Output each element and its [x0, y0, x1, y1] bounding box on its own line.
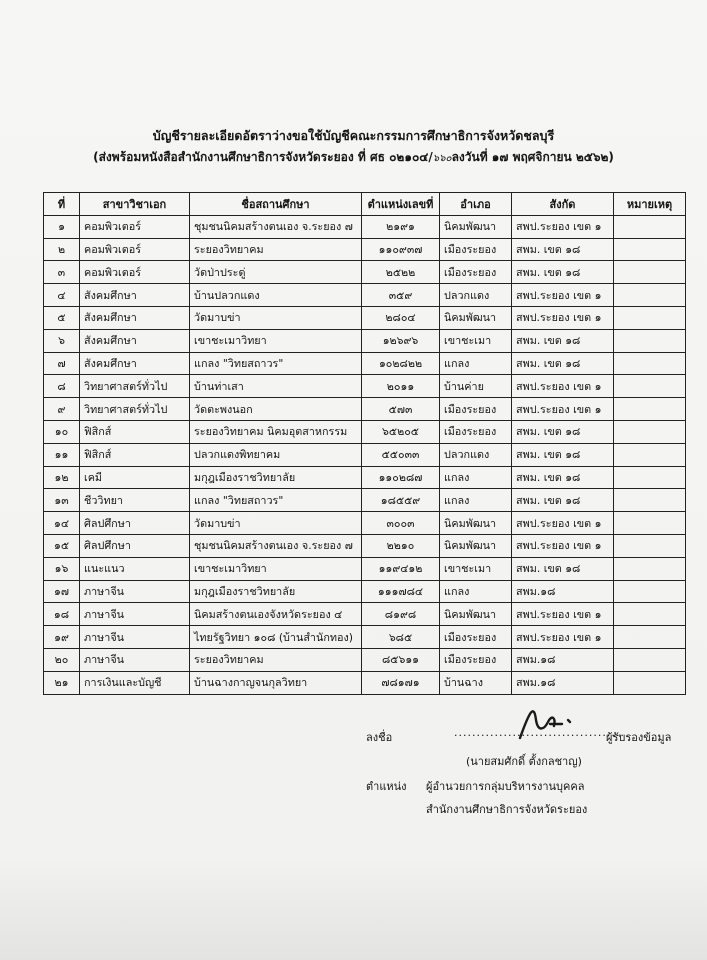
position-number-cell: ๑๑๐๙๓๗ — [362, 238, 440, 261]
affiliation-cell: สพป.ระยอง เขต ๑ — [512, 284, 614, 307]
position-number-cell: ๒๐๑๑ — [362, 375, 440, 398]
certifier-role: ผู้รับรองข้อมูล — [606, 731, 672, 744]
row-number: ๑๕ — [44, 534, 80, 557]
school-cell: ชุมชนนิคมสร้างตนเอง จ.ระยอง ๗ — [190, 534, 362, 557]
note-cell — [614, 398, 686, 421]
note-cell — [614, 466, 686, 489]
major-cell: ชีววิทยา — [80, 489, 190, 512]
position-number-cell: ๑๘๕๕๙ — [362, 489, 440, 512]
row-number: ๒๑ — [44, 671, 80, 694]
position-number-cell: ๕๗๓ — [362, 398, 440, 421]
major-cell: ศิลปศึกษา — [80, 534, 190, 557]
affiliation-cell: สพม. เขต ๑๘ — [512, 489, 614, 512]
column-header: สาขาวิชาเอก — [80, 193, 190, 216]
district-cell: เมืองระยอง — [440, 420, 512, 443]
row-number: ๑ — [44, 215, 80, 238]
district-cell: แกลง — [440, 489, 512, 512]
table-row — [44, 580, 686, 603]
position-number-cell: ๑๑๙๔๑๒ — [362, 557, 440, 580]
school-cell: แกลง "วิทยสถาวร" — [190, 352, 362, 375]
note-cell — [614, 534, 686, 557]
school-cell: มกุฎเมืองราชวิทยาลัย — [190, 580, 362, 603]
affiliation-cell: สพป.ระยอง เขต ๑ — [512, 398, 614, 421]
subtitle-text: (ส่งพร้อมหนังสือสำนักงานศึกษาธิการจังหวัดระยอง ที่ ศธ ๐๒๑๐๔/ — [93, 150, 433, 164]
major-cell: แนะแนว — [80, 557, 190, 580]
table-header-row — [44, 193, 686, 216]
major-cell: ภาษาจีน — [80, 603, 190, 626]
major-cell: สังคมศึกษา — [80, 352, 190, 375]
position-number-cell: ๓๐๐๓ — [362, 512, 440, 535]
school-cell: เขาชะเมาวิทยา — [190, 557, 362, 580]
school-cell: แกลง "วิทยสถาวร" — [190, 489, 362, 512]
position-number-cell: ๑๒๖๙๖ — [362, 329, 440, 352]
district-cell: ปลวกแดง — [440, 284, 512, 307]
district-cell: แกลง — [440, 580, 512, 603]
school-cell: ระยองวิทยาคม นิคมอุตสาหกรรม — [190, 420, 362, 443]
major-cell: ภาษาจีน — [80, 648, 190, 671]
position-label: ตำแหน่ง — [366, 780, 407, 793]
table-row — [44, 603, 686, 626]
major-cell: คอมพิวเตอร์ — [80, 261, 190, 284]
school-cell: ระยองวิทยาคม — [190, 238, 362, 261]
table-row — [44, 420, 686, 443]
school-cell: ปลวกแดงพิทยาคม — [190, 443, 362, 466]
district-cell: นิคมพัฒนา — [440, 306, 512, 329]
sign-dotted-line: ...................................... — [454, 726, 625, 739]
affiliation-cell: สพม. เขต ๑๘ — [512, 443, 614, 466]
table-row — [44, 398, 686, 421]
table-row — [44, 284, 686, 307]
district-cell: นิคมพัฒนา — [440, 215, 512, 238]
note-cell — [614, 352, 686, 375]
affiliation-cell: สพป.ระยอง เขต ๑ — [512, 375, 614, 398]
affiliation-cell: สพม. เขต ๑๘ — [512, 238, 614, 261]
major-cell: ภาษาจีน — [80, 580, 190, 603]
school-cell: บ้านท่าเสา — [190, 375, 362, 398]
affiliation-cell: สพม. เขต ๑๘ — [512, 557, 614, 580]
affiliation-cell: สพป.ระยอง เขต ๑ — [512, 603, 614, 626]
position-number-cell: ๒๒๑๐ — [362, 534, 440, 557]
school-cell: ระยองวิทยาคม — [190, 648, 362, 671]
row-number: ๑๑ — [44, 443, 80, 466]
major-cell: สังคมศึกษา — [80, 329, 190, 352]
affiliation-cell: สพม.๑๘ — [512, 648, 614, 671]
row-number: ๓ — [44, 261, 80, 284]
row-number: ๑๔ — [44, 512, 80, 535]
district-cell: เมืองระยอง — [440, 398, 512, 421]
district-cell: เมืองระยอง — [440, 626, 512, 649]
note-cell — [614, 238, 686, 261]
table-body — [44, 215, 686, 694]
note-cell — [614, 648, 686, 671]
affiliation-cell: สพม.๑๘ — [512, 580, 614, 603]
major-cell: วิทยาศาสตร์ทั่วไป — [80, 398, 190, 421]
row-number: ๖ — [44, 329, 80, 352]
school-cell: นิคมสร้างตนเองจังหวัดระยอง ๔ — [190, 603, 362, 626]
district-cell: บ้านฉาง — [440, 671, 512, 694]
document-title: บัญชีรายละเอียดอัตราว่างขอใช้บัญชีคณะกรรมการศึกษาธิการจังหวัดชลบุรี — [152, 128, 555, 143]
district-cell: แกลง — [440, 352, 512, 375]
row-number: ๑๒ — [44, 466, 80, 489]
school-cell: มกุฎเมืองราชวิทยาลัย — [190, 466, 362, 489]
affiliation-cell: สพม. เขต ๑๘ — [512, 329, 614, 352]
row-number: ๗ — [44, 352, 80, 375]
affiliation-cell: สพป.ระยอง เขต ๑ — [512, 534, 614, 557]
district-cell: นิคมพัฒนา — [440, 534, 512, 557]
table-row — [44, 238, 686, 261]
school-cell: วัดตะพงนอก — [190, 398, 362, 421]
table-row — [44, 626, 686, 649]
position-number-cell: ๕๕๐๓๓ — [362, 443, 440, 466]
major-cell: คอมพิวเตอร์ — [80, 238, 190, 261]
school-cell: ชุมชนนิคมสร้างตนเอง จ.ระยอง ๗ — [190, 215, 362, 238]
table-row — [44, 512, 686, 535]
handwritten-signature — [510, 700, 580, 745]
school-cell: บ้านฉางกาญจนกุลวิทยา — [190, 671, 362, 694]
school-cell: ไทยรัฐวิทยา ๑๐๘ (บ้านสำนักทอง) — [190, 626, 362, 649]
school-cell: วัดมาบข่า — [190, 512, 362, 535]
position-number-cell: ๓๕๙ — [362, 284, 440, 307]
table-row — [44, 215, 686, 238]
affiliation-cell: สพม.๑๘ — [512, 671, 614, 694]
position-number-cell: ๖๘๕ — [362, 626, 440, 649]
table-row — [44, 671, 686, 694]
table-row — [44, 329, 686, 352]
district-cell: ปลวกแดง — [440, 443, 512, 466]
position-number-cell: ๒๘๐๔ — [362, 306, 440, 329]
district-cell: เมืองระยอง — [440, 648, 512, 671]
column-header: ที่ — [44, 193, 80, 216]
note-cell — [614, 557, 686, 580]
column-header: ตำแหน่งเลขที่ — [362, 193, 440, 216]
table-row — [44, 375, 686, 398]
row-number: ๒๐ — [44, 648, 80, 671]
note-cell — [614, 626, 686, 649]
table-row — [44, 534, 686, 557]
column-header: อำเภอ — [440, 193, 512, 216]
note-cell — [614, 420, 686, 443]
table-row — [44, 443, 686, 466]
major-cell: สังคมศึกษา — [80, 284, 190, 307]
position-number-cell: ๑๑๑๗๘๔ — [362, 580, 440, 603]
row-number: ๘ — [44, 375, 80, 398]
column-header: สังกัด — [512, 193, 614, 216]
column-header: ชื่อสถานศึกษา — [190, 193, 362, 216]
district-cell: บ้านค่าย — [440, 375, 512, 398]
document-subtitle — [0, 148, 707, 167]
position-number-cell: ๒๕๒๒ — [362, 261, 440, 284]
row-number: ๔ — [44, 284, 80, 307]
row-number: ๑๘ — [44, 603, 80, 626]
sign-label: ลงชื่อ — [366, 731, 393, 744]
position-number-cell: ๑๑๐๒๘๗ — [362, 466, 440, 489]
table-row — [44, 306, 686, 329]
table-row — [44, 557, 686, 580]
affiliation-cell: สพม. เขต ๑๘ — [512, 466, 614, 489]
page-shadow — [0, 860, 707, 960]
school-cell: เขาชะเมาวิทยา — [190, 329, 362, 352]
signer-name: (นายสมศักดิ์ ตั้งกลชาญ) — [466, 755, 582, 768]
table-row — [44, 261, 686, 284]
note-cell — [614, 306, 686, 329]
table-row — [44, 648, 686, 671]
note-cell — [614, 215, 686, 238]
district-cell: เมืองระยอง — [440, 261, 512, 284]
position-number-cell: ๒๑๙๑ — [362, 215, 440, 238]
major-cell: สังคมศึกษา — [80, 306, 190, 329]
row-number: ๙ — [44, 398, 80, 421]
major-cell: ฟิสิกส์ — [80, 443, 190, 466]
note-cell — [614, 603, 686, 626]
affiliation-cell: สพม. เขต ๑๘ — [512, 261, 614, 284]
position-number-cell: ๘๑๙๘ — [362, 603, 440, 626]
district-cell: นิคมพัฒนา — [440, 512, 512, 535]
school-cell: บ้านปลวกแดง — [190, 284, 362, 307]
note-cell — [614, 284, 686, 307]
note-cell — [614, 671, 686, 694]
position-number-cell: ๑๐๒๘๒๒ — [362, 352, 440, 375]
table-row — [44, 352, 686, 375]
affiliation-cell: สพป.ระยอง เขต ๑ — [512, 215, 614, 238]
district-cell: เขาชะเมา — [440, 557, 512, 580]
note-cell — [614, 580, 686, 603]
position-line-2: สำนักงานศึกษาธิการจังหวัดระยอง — [426, 803, 588, 816]
major-cell: ศิลปศึกษา — [80, 512, 190, 535]
major-cell: ภาษาจีน — [80, 626, 190, 649]
table-row — [44, 489, 686, 512]
position-line-1: ผู้อำนวยการกลุ่มบริหารงานบุคคล — [426, 780, 585, 793]
note-cell — [614, 489, 686, 512]
position-number-cell: ๘๕๖๑๑ — [362, 648, 440, 671]
major-cell: ฟิสิกส์ — [80, 420, 190, 443]
major-cell: เคมี — [80, 466, 190, 489]
note-cell — [614, 443, 686, 466]
affiliation-cell: สพม. เขต ๑๘ — [512, 352, 614, 375]
note-cell — [614, 261, 686, 284]
row-number: ๑๙ — [44, 626, 80, 649]
school-cell: วัดป่าประดู่ — [190, 261, 362, 284]
table-row — [44, 466, 686, 489]
major-cell: การเงินและบัญชี — [80, 671, 190, 694]
district-cell: เมืองระยอง — [440, 238, 512, 261]
row-number: ๑๐ — [44, 420, 80, 443]
row-number: ๑๗ — [44, 580, 80, 603]
major-cell: วิทยาศาสตร์ทั่วไป — [80, 375, 190, 398]
position-number-cell: ๖๕๒๐๕ — [362, 420, 440, 443]
note-cell — [614, 375, 686, 398]
affiliation-cell: สพป.ระยอง เขต ๑ — [512, 306, 614, 329]
affiliation-cell: สพม. เขต ๑๘ — [512, 420, 614, 443]
row-number: ๕ — [44, 306, 80, 329]
major-cell: คอมพิวเตอร์ — [80, 215, 190, 238]
position-number-cell: ๗๘๑๗๑ — [362, 671, 440, 694]
vacancy-table — [43, 192, 686, 695]
note-cell — [614, 512, 686, 535]
affiliation-cell: สพป.ระยอง เขต ๑ — [512, 626, 614, 649]
district-cell: แกลง — [440, 466, 512, 489]
school-cell: วัดมาบข่า — [190, 306, 362, 329]
row-number: ๑๓ — [44, 489, 80, 512]
district-cell: เขาชะเมา — [440, 329, 512, 352]
subtitle-date: ลงวันที่ ๑๗ พฤศจิกายน ๒๕๖๒) — [451, 150, 614, 164]
affiliation-cell: สพป.ระยอง เขต ๑ — [512, 512, 614, 535]
subtitle-handwritten-number: ๖๖๐ — [432, 153, 452, 164]
row-number: ๑๖ — [44, 557, 80, 580]
column-header: หมายเหตุ — [614, 193, 686, 216]
note-cell — [614, 329, 686, 352]
row-number: ๒ — [44, 238, 80, 261]
district-cell: นิคมพัฒนา — [440, 603, 512, 626]
